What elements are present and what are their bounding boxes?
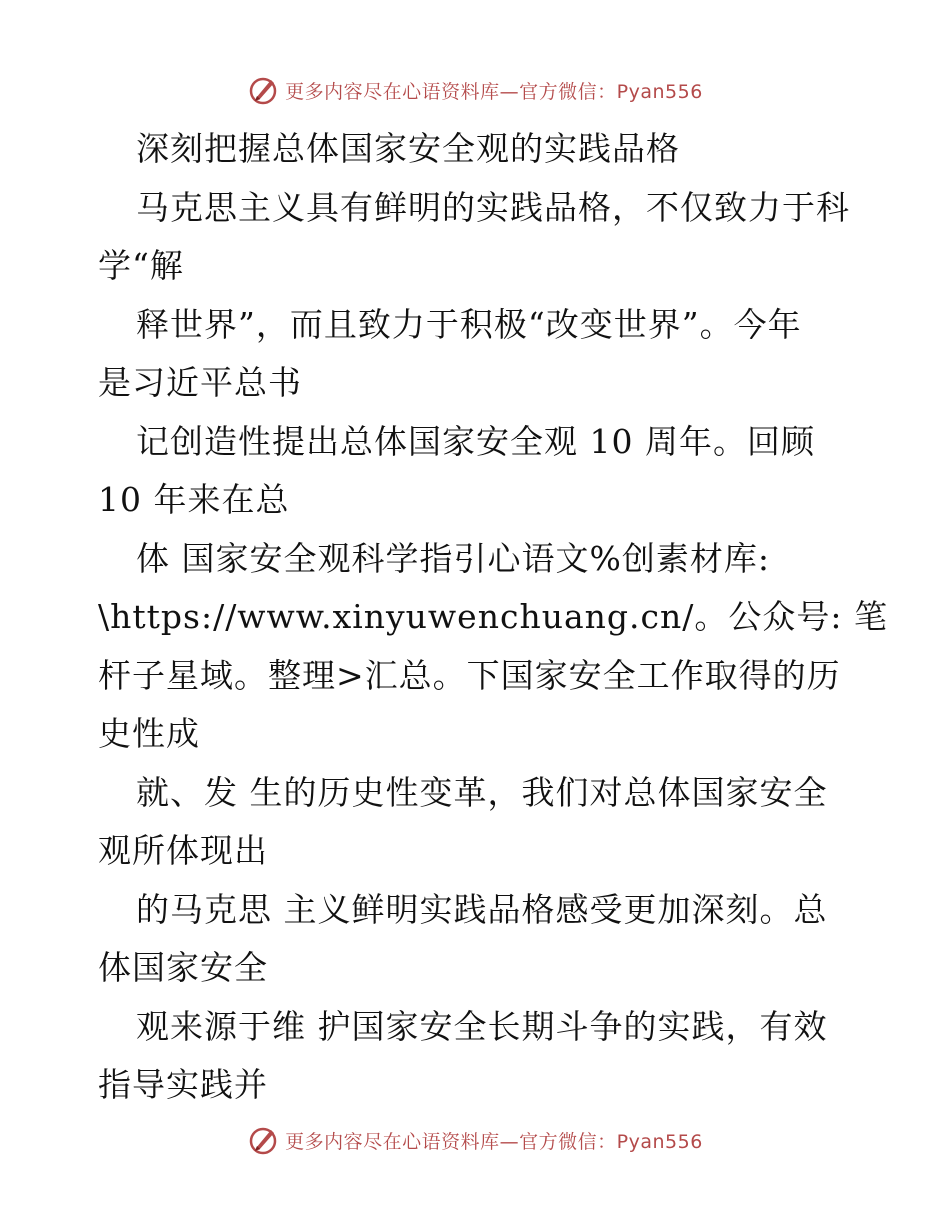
paragraph-line: 杆子星域。整理>汇总。下国家安全工作取得的历 [98, 655, 841, 695]
paragraph-line: 学“解 [98, 246, 184, 285]
quill-pen-logo-icon [247, 74, 279, 106]
paragraph-line: 的马克思 主义鲜明实践品格感受更加深刻。总 [136, 889, 828, 929]
paragraph-line: 体 国家安全观科学指引心语文%创素材库: [136, 538, 770, 578]
footer-banner [0, 1120, 950, 1160]
header-banner-inner [247, 74, 703, 106]
document-body [98, 120, 888, 1115]
paragraph-line: 记创造性提出总体国家安全观 10 周年。回顾 [136, 421, 815, 461]
paragraph-line: 是习近平总书 [98, 363, 302, 402]
paragraph-line: 观来源于维 护国家安全长期斗争的实践，有效 [136, 1006, 828, 1046]
paragraph-line: 马克思主义具有鲜明的实践品格，不仅致力于科 [136, 187, 850, 227]
paragraph-line: 10 年来在总 [98, 480, 290, 519]
paragraph-line: \https://www.xinyuwenchuang.cn/。公众号: 笔 [98, 597, 888, 636]
paragraph-line: 观所体现出 [98, 831, 268, 870]
footer-banner-inner [247, 1124, 703, 1156]
header-banner-text: 更多内容尽在心语资料库—官方微信：Pyan556 [285, 80, 703, 103]
paragraph-line: 就、发 生的历史性变革，我们对总体国家安全 [136, 772, 828, 812]
header-banner [0, 70, 950, 110]
paragraph-line: 史性成 [98, 714, 200, 753]
paragraph-line: 释世界”，而且致力于积极“改变世界”。今年 [136, 304, 802, 344]
footer-banner-text: 更多内容尽在心语资料库—官方微信：Pyan556 [285, 1130, 703, 1153]
paragraph-line: 指导实践并 [98, 1065, 268, 1104]
document-title-line: 深刻把握总体国家安全观的实践品格 [136, 129, 680, 168]
paragraph-line: 体国家安全 [98, 948, 268, 987]
quill-pen-logo-icon [247, 1124, 279, 1156]
